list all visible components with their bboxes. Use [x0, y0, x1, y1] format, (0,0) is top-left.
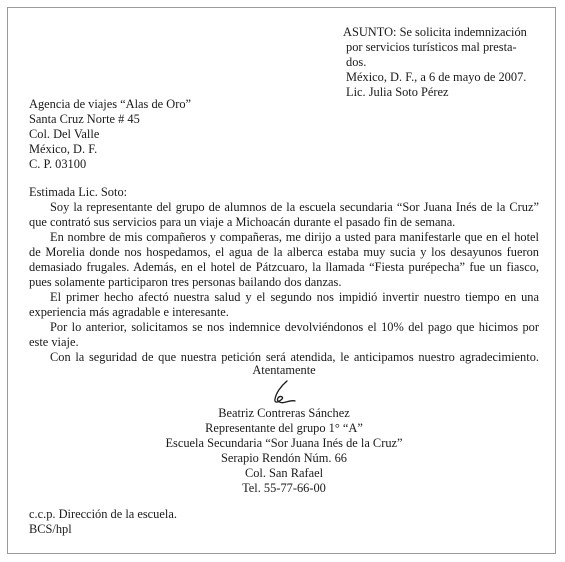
sender-name: Beatriz Contreras Sánchez [218, 406, 350, 420]
recipient-address [29, 97, 191, 172]
recipient-postal-code: C. P. 03100 [29, 157, 87, 171]
carbon-copy: c.c.p. Dirección de la escuela. [29, 507, 177, 521]
paragraph-line: que contrató sus servicios para un viaje a Michoacán durante el pasado fin de semana. [29, 215, 456, 229]
sender-role: Representante del grupo 1° “A” [205, 421, 363, 435]
paragraph-line: este viaje. [29, 335, 79, 349]
reference-initials: BCS/hpl [29, 522, 72, 536]
recipient-street: Santa Cruz Norte # 45 [29, 112, 140, 126]
subject-line: ASUNTO: Se solicita indemnización [343, 25, 527, 39]
letter-body [29, 185, 539, 365]
paragraph-line: pues solamente participaron tres personas bailando dos danzas. [29, 275, 342, 289]
paragraph-line: Soy la representante del grupo de alumnos de la escuela secundaria “Sor Juana Inés de la Cruz” [50, 200, 539, 214]
sender-street: Serapio Rendón Núm. 66 [221, 451, 347, 465]
recipient-colony: Col. Del Valle [29, 127, 100, 141]
subject-line: dos. [346, 55, 367, 69]
sender-phone: Tel. 55-77-66-00 [242, 481, 326, 495]
paragraph-line: Por lo anterior, solicitamos se nos indemnice devolviéndonos el 10% del pago que hicimos por [50, 320, 539, 334]
sender-colony: Col. San Rafael [244, 466, 324, 480]
paragraph-line: En nombre de mis compañeros y compañeras, me dirijo a usted para manifestarle que en el hotel [50, 230, 539, 244]
signature-icon [267, 378, 301, 406]
closing-block [29, 363, 539, 496]
recipient-name: Agencia de viajes “Alas de Oro” [29, 97, 192, 111]
recipient-city: México, D. F. [29, 142, 98, 156]
paragraph-line: experiencia más agradable e interesante. [29, 305, 229, 319]
greeting: Estimada Lic. Soto: [29, 185, 128, 199]
paragraph-line: de Morelia donde nos hospedamos, el agua de la alberca estaba muy sucia y los desayunos fueron [29, 245, 539, 259]
paragraph-line: Con la seguridad de que nuestra petición será atendida, le anticipamos nuestro agradecimiento. [50, 350, 539, 364]
subject-line: por servicios turísticos mal presta- [346, 40, 517, 54]
sender-school: Escuela Secundaria “Sor Juana Inés de la Cruz” [165, 436, 403, 450]
subject-block [343, 25, 527, 100]
paragraph-line: demasiado frugales. Además, en el hotel de Pátzcuaro, la llamada “Fiesta purépecha” fue un fiasco, [29, 260, 539, 274]
addressee: Lic. Julia Soto Pérez [346, 85, 449, 99]
letter-page [7, 7, 556, 554]
place-date: México, D. F., a 6 de mayo de 2007. [346, 70, 527, 84]
footer-block [29, 507, 177, 537]
signature [29, 378, 539, 406]
farewell: Atentamente [252, 363, 316, 377]
paragraph-line: El primer hecho afectó nuestra salud y el segundo nos impidió invertir nuestro tiempo en una [50, 290, 539, 304]
